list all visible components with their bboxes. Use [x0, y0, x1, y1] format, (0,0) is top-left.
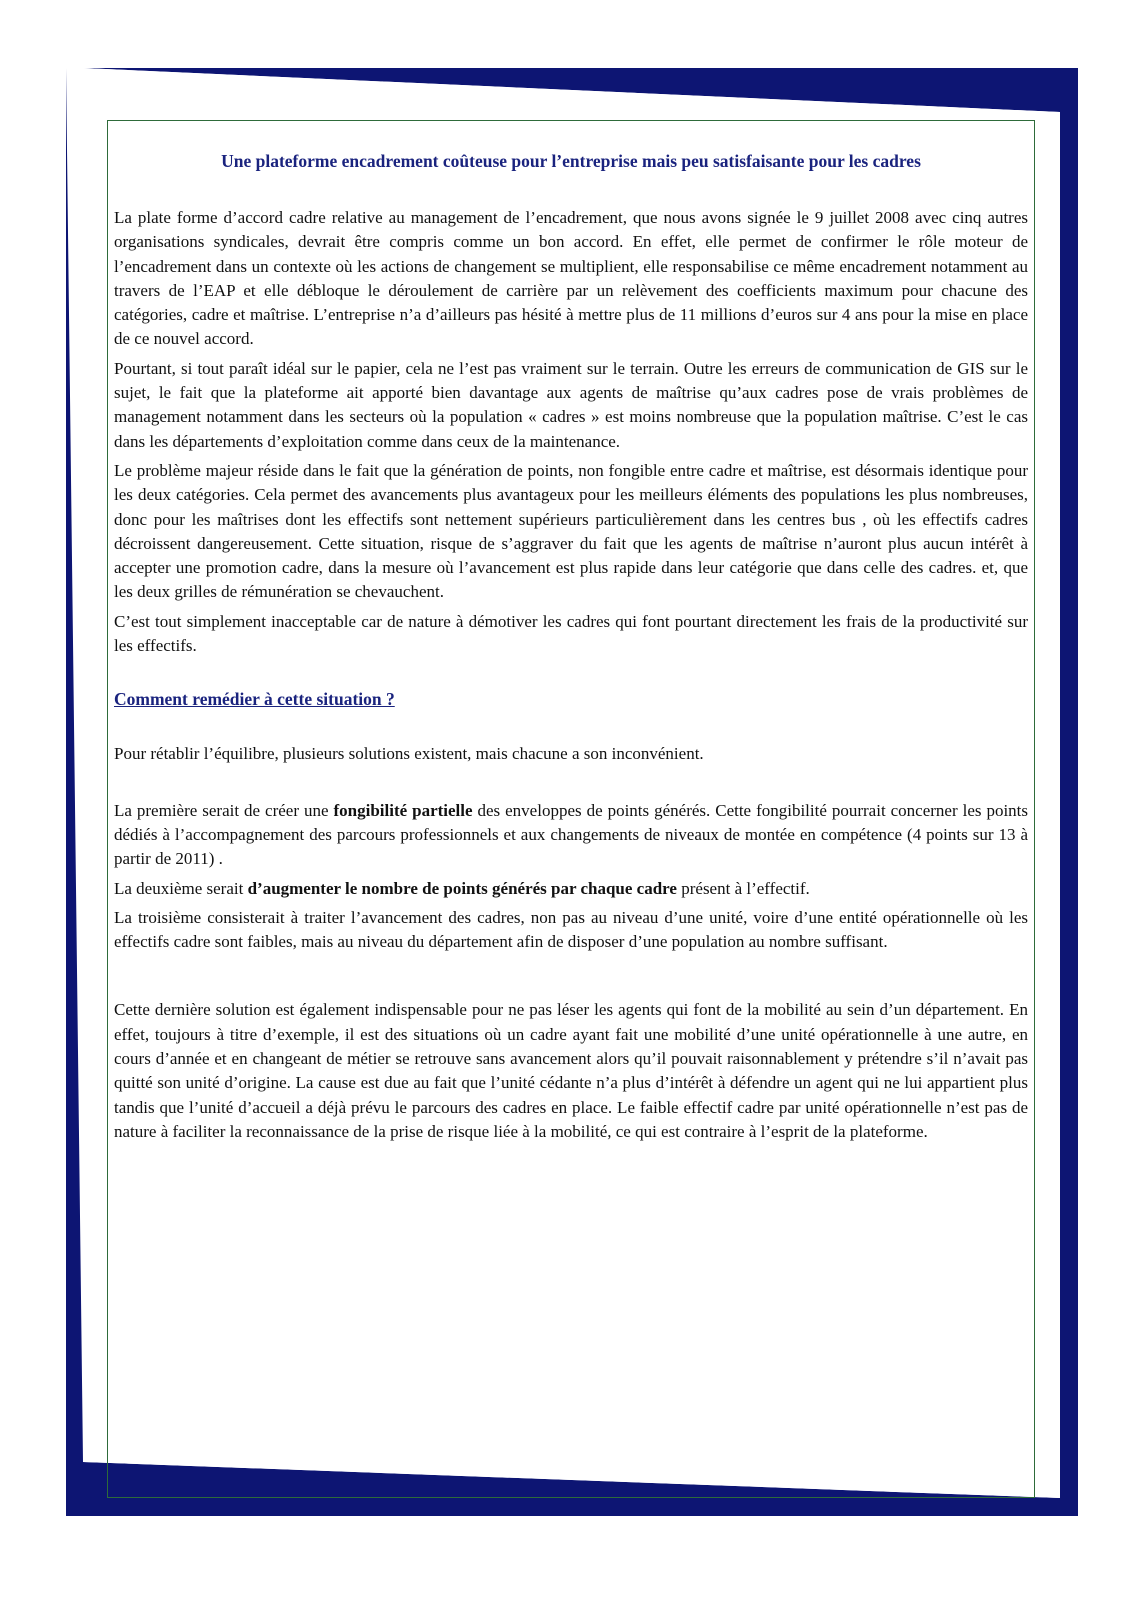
- article-box: [107, 120, 1035, 1498]
- paragraph-7-end: présent à l’effectif.: [676, 878, 810, 898]
- paragraph-4: C’est tout simplement inacceptable car de nature à démotiver les cadres qui font pourtant directement les frais de la productivité sur les effectifs.: [114, 611, 1028, 656]
- paragraph-7-bold: d’augmenter le nombre de points générés par chaque cadre: [247, 878, 677, 898]
- paragraph-1: La plate forme d’accord cadre relative au management de l’encadrement, que nous avons signée le 9 juillet 2008 avec cinq autres organisations syndicales, devrait être compris comme un bon accord. En effet, elle permet de confirmer le rôle moteur de l’encadrement dans un contexte où les actions de changement se multiplient, elle responsabilise ce même encadrement notamment au travers de l’EAP et elle débloque le déroulement de carrière par un relèvement des coefficients maximum pour chacune des catégories, cadre et maîtrise. L’entreprise n’a d’ailleurs pas hésité à mettre plus de 11 millions d’euros sur 4 ans pour la mise en place de ce nouvel accord.: [114, 208, 1028, 349]
- paragraph-3: Le problème majeur réside dans le fait que la génération de points, non fongible entre cadre et maîtrise, est désormais identique pour les deux catégories. Cela permet des avancements plus avantageux pour les meilleurs éléments des populations les plus nombreuses, donc pour les maîtrises dont les effectifs sont nettement supérieurs particulièrement dans les centres bus , où les effectifs cadres décroissent dangereusement. Cette situation, risque de s’aggraver du fait que les agents de maîtrise n’auront plus aucun intérêt à accepter une promotion cadre, dans la mesure où l’avancement est plus rapide dans leur catégorie que dans celle des cadres. et, que les deux grilles de rémunération se chevauchent.: [114, 460, 1028, 602]
- section-heading: Comment remédier à cette situation ?: [114, 689, 395, 710]
- paragraph-6-start: La première serait de créer une: [114, 800, 334, 820]
- paragraph-6-end: des enveloppes de points générés. Cette fongibilité pourrait concerner les points dédiés à l’accompagnement des parcours professionnels et aux changements de niveaux de montée en compétence (4 points sur 13 à partir de 2011) .: [114, 800, 1029, 869]
- paragraph-6-bold: fongibilité partielle: [333, 800, 473, 820]
- paragraph-7: [114, 877, 1028, 901]
- paragraph-9: Cette dernière solution est également indispensable pour ne pas léser les agents qui font de la mobilité au sein d’un département. En effet, toujours à titre d’exemple, il est des situations où un cadre ayant fait une mobilité d’une unité opérationnelle à une autre, en cours d’année et en changeant de métier se retrouve sans avancement alors qu’il pouvait raisonnablement y prétendre s’il n’avait pas quitté son unité d’origine. La cause est due au fait que l’unité cédante n’a plus d’intérêt à défendre un agent qui ne lui appartient plus tandis que l’unité d’accueil a déjà prévu le parcours des cadres en place. Le faible effectif cadre par unité opérationnelle n’est pas de nature à faciliter la reconnaissance de la prise de risque liée à la mobilité, ce qui est contraire à l’esprit de la plateforme.: [114, 1000, 1028, 1141]
- paragraph-8: La troisième consisterait à traiter l’avancement des cadres, non pas au niveau d’une unité, voire d’une entité opérationnelle où les effectifs cadre sont faibles, mais au niveau du département afin de disposer d’une population au nombre suffisant.: [114, 907, 1028, 952]
- paragraph-5: Pour rétablir l’équilibre, plusieurs solutions existent, mais chacune a son inconvénient.: [114, 744, 704, 764]
- paragraph-2: Pourtant, si tout paraît idéal sur le papier, cela ne l’est pas vraiment sur le terrain. Outre les erreurs de communication de GIS sur le sujet, le fait que la plateforme ait apporté bien davantage aux agents de maîtrise qu’aux cadres pose de vrais problèmes de management notamment dans les secteurs où la population « cadres » est moins nombreuse que la population maîtrise. C’est le cas dans les départements d’exploitation comme dans ceux de la maintenance.: [114, 358, 1028, 451]
- paragraph-7-start: La deuxième serait: [114, 878, 248, 898]
- article-title: Une plateforme encadrement coûteuse pour l’entreprise mais peu satisfaisante pour les cadres: [221, 151, 921, 171]
- paragraph-6: [114, 799, 1028, 872]
